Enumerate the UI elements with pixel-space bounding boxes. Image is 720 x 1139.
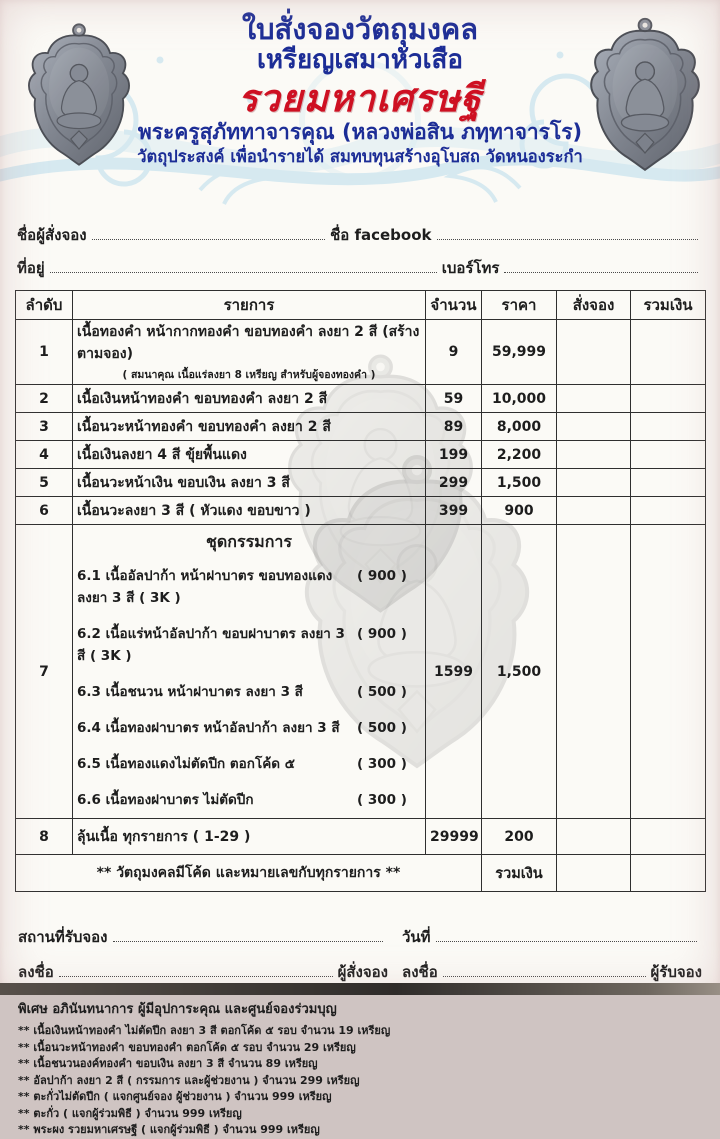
item-description: เนื้อเงินหน้าทองคำ ขอบทองคำ ลงยา 2 สี [73, 385, 426, 413]
row-no: 2 [16, 385, 73, 413]
committee-sub-item [77, 745, 421, 781]
sub-item-qty: ( 300 ) [357, 756, 407, 772]
item-description: เนื้อทองคำ หน้ากากทองคำ ขอบทองคำ ลงยา 2 สี (สร้างตามจอง) [77, 324, 420, 362]
phone-label: เบอร์โทร [441, 259, 500, 277]
item-price: 900 [482, 497, 557, 525]
order-table [15, 290, 706, 892]
order-cell-empty [557, 441, 631, 469]
sub-item-qty: ( 500 ) [357, 720, 407, 736]
scan-edge-shadow [0, 983, 720, 995]
item-qty: 399 [426, 497, 482, 525]
sign-label-receiver: ลงชื่อ [402, 963, 438, 981]
item-description: เนื้อเงินลงยา 4 สี ขุ้ยพื้นแดง [73, 441, 426, 469]
col-header-no: ลำดับ [16, 291, 73, 320]
table-row [16, 819, 706, 855]
order-cell-empty [557, 819, 631, 855]
sub-item-text: 6.1 เนื้ออัลปาก้า หน้าฝาบาตร ขอบทองแดง ลงยา 3 สี ( 3K ) [77, 568, 333, 606]
code-number-note: ** วัตถุมงคลมีโค้ด และหมายเลขกับทุกรายการ ** [16, 855, 482, 892]
note-item: ** ตะกั่วไม่ตัดปีก ( แจกศูนย์จอง ผู้ช่วยงาน ) จำนวน 999 เหรียญ [18, 1090, 332, 1103]
orderer-name-field-line [92, 225, 325, 240]
sub-item-text: 6.2 เนื้อแร่หน้าอัลปาก้า ขอบฝาบาตร ลงยา 3 สี ( 3K ) [77, 626, 345, 664]
item-qty: 59 [426, 385, 482, 413]
item-price: 8,000 [482, 413, 557, 441]
signature-section [0, 892, 720, 984]
receiver-suffix-label: ผู้รับจอง [650, 963, 702, 981]
item-qty: 299 [426, 469, 482, 497]
item-price: 1,500 [482, 469, 557, 497]
row-no: 3 [16, 413, 73, 441]
committee-sub-item [77, 557, 421, 615]
total-cell-empty [631, 525, 706, 819]
grand-total-label: รวมเงิน [482, 855, 557, 892]
address-label: ที่อยู่ [17, 259, 45, 277]
booking-place-field-line [113, 927, 383, 942]
order-cell-empty [557, 525, 631, 819]
address-field-line [50, 258, 437, 273]
table-row [16, 469, 706, 497]
total-cell-empty [631, 413, 706, 441]
committee-set-row [16, 525, 706, 819]
orderer-suffix-label: ผู้สั่งจอง [337, 963, 388, 981]
total-cell-empty [631, 385, 706, 413]
total-cell-empty [631, 497, 706, 525]
item-qty: 29999 [426, 819, 482, 855]
header [0, 0, 720, 208]
item-price: 1,500 [482, 525, 557, 819]
col-header-total: รวมเงิน [631, 291, 706, 320]
table-header-row [16, 291, 706, 320]
row-no: 4 [16, 441, 73, 469]
committee-sub-item [77, 615, 421, 673]
row-no: 8 [16, 819, 73, 855]
series-name-title: รวยมหาเศรษฐี [238, 76, 482, 120]
total-cell-empty [631, 320, 706, 385]
note-item: ** พระผง รวยมหาเศรษฐี ( แจกผู้ร่วมพิธี ) จำนวน 999 เหรียญ [18, 1123, 320, 1136]
item-description: เนื้อนวะลงยา 3 สี ( หัวแดง ขอบขาว ) [73, 497, 426, 525]
coin-name-title: เหรียญเสมาหัวเสือ [257, 45, 463, 76]
total-cell-empty [631, 441, 706, 469]
item-qty: 1599 [426, 525, 482, 819]
item-price: 200 [482, 819, 557, 855]
row-no: 6 [16, 497, 73, 525]
item-bonus-note: ( สมนาคุณ เนื้อแร่ลงยา 8 เหรียญ สำหรับผู้จองทองคำ ) [122, 369, 376, 381]
committee-sub-item [77, 709, 421, 745]
order-cell-empty [557, 497, 631, 525]
item-description: ลุ้นเนื้อ ทุกรายการ ( 1-29 ) [73, 819, 426, 855]
sub-item-qty: ( 900 ) [357, 568, 407, 584]
committee-sub-item [77, 673, 421, 709]
note-item: ** อัลปาก้า ลงยา 2 สี ( กรรมการ และผู้ช่วยงาน ) จำนวน 299 เหรียญ [18, 1073, 360, 1087]
item-price: 2,200 [482, 441, 557, 469]
col-header-price: ราคา [482, 291, 557, 320]
sub-item-text: 6.3 เนื้อชนวน หน้าฝาบาตร ลงยา 3 สี [77, 684, 303, 700]
date-label: วันที่ [402, 928, 431, 946]
order-cell-empty [557, 413, 631, 441]
order-cell-empty [557, 385, 631, 413]
receiver-signature-line [443, 962, 646, 977]
col-header-order: สั่งจอง [557, 291, 631, 320]
special-notes-header: พิเศษ อภินันทนาการ ผู้มีอุปการะคุณ และศูนย์จองร่วมบุญ [18, 1002, 337, 1017]
sub-item-qty: ( 500 ) [357, 684, 407, 700]
item-description: เนื้อนวะหน้าเงิน ขอบเงิน ลงยา 3 สี [73, 469, 426, 497]
sub-item-text: 6.5 เนื้อทองแดงไม่ตัดปีก ตอกโค้ด ๕ [77, 756, 295, 772]
order-cell-empty [557, 320, 631, 385]
total-cell-empty [631, 819, 706, 855]
order-cell-empty [557, 469, 631, 497]
item-price: 59,999 [482, 320, 557, 385]
row-no: 5 [16, 469, 73, 497]
date-field-line [436, 927, 697, 942]
facebook-label: ชื่อ facebook [330, 226, 432, 244]
note-item: ** ตะกั่ว ( แจกผู้ร่วมพิธี ) จำนวน 999 เหรียญ [18, 1106, 242, 1120]
form-title: ใบสั่งจองวัตถุมงคล [241, 12, 479, 46]
orderer-name-label: ชื่อผู้สั่งจอง [17, 226, 87, 244]
grand-total-order-empty [557, 855, 631, 892]
booking-place-label: สถานที่รับจอง [18, 928, 108, 946]
note-item: ** เนื้อเงินหน้าทองคำ ไม่ตัดปีก ลงยา 3 สี ตอกโค้ด ๕ รอบ จำนวน 19 เหรียญ [18, 1024, 391, 1037]
table-row [16, 441, 706, 469]
item-price: 10,000 [482, 385, 557, 413]
item-qty: 89 [426, 413, 482, 441]
table-row [16, 320, 706, 385]
item-description: เนื้อนวะหน้าทองคำ ขอบทองคำ ลงยา 2 สี [73, 413, 426, 441]
facebook-field-line [437, 225, 698, 240]
item-qty: 9 [426, 320, 482, 385]
orderer-info-section [0, 208, 720, 280]
row-no: 1 [16, 320, 73, 385]
monk-name-title: พระครูสุภัททาจารคุณ (หลวงพ่อสิน ภทฺทาจารโร) [137, 120, 583, 145]
row-no: 7 [16, 525, 73, 819]
col-header-qty: จำนวน [426, 291, 482, 320]
col-header-item: รายการ [73, 291, 426, 320]
sub-item-qty: ( 300 ) [357, 792, 407, 808]
special-notes-section [0, 984, 720, 1139]
total-cell-empty [631, 469, 706, 497]
purpose-subtitle: วัตถุประสงค์ เพื่อนำรายได้ สมทบทุนสร้างอุโบสถ วัดหนองระกำ [137, 146, 583, 166]
committee-sub-item [77, 781, 421, 817]
sub-item-text: 6.6 เนื้อทองฝาบาตร ไม่ตัดปีก [77, 792, 254, 808]
table-row [16, 385, 706, 413]
table-row [16, 413, 706, 441]
note-item: ** เนื้อชนวนองค์ทองคำ ขอบเงิน ลงยา 3 สี จำนวน 89 เหรียญ [18, 1057, 318, 1070]
sub-item-text: 6.4 เนื้อทองฝาบาตร หน้าอัลปาก้า ลงยา 3 สี [77, 720, 340, 736]
committee-set-title: ชุดกรรมการ [206, 532, 292, 551]
sub-item-qty: ( 900 ) [357, 626, 407, 642]
grand-total-amount-empty [631, 855, 706, 892]
item-qty: 199 [426, 441, 482, 469]
sign-label-orderer: ลงชื่อ [18, 963, 54, 981]
phone-field-line [504, 258, 698, 273]
orderer-signature-line [59, 962, 333, 977]
table-row [16, 497, 706, 525]
note-item: ** เนื้อนวะหน้าทองคำ ขอบทองคำ ตอกโค้ด ๕ รอบ จำนวน 29 เหรียญ [18, 1040, 356, 1054]
table-footer-row [16, 855, 706, 892]
